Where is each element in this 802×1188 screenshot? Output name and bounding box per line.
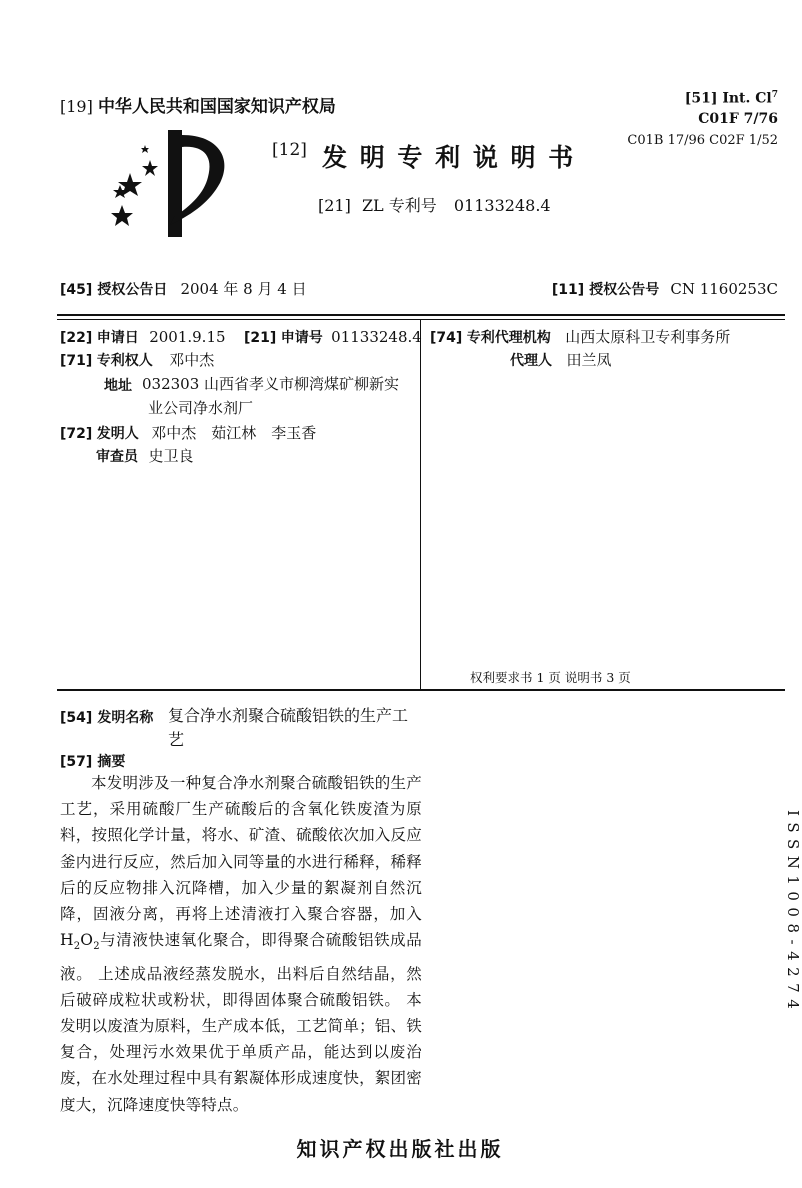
grant-date-label: 授权公告日: [97, 282, 168, 298]
inventor-names: 邓中杰 茹江林 李玉香: [151, 424, 317, 442]
divider-vertical: [420, 320, 421, 690]
app-label: 申请号: [280, 330, 323, 346]
int-cl-main: C01F 7/76: [698, 110, 778, 127]
inventor-line: [60, 423, 316, 444]
sipo-logo-icon: [100, 125, 240, 240]
grant-date-code: [45]: [60, 282, 93, 298]
abstract-label-line: [60, 751, 125, 771]
grant-number-label: 授权公告号: [589, 282, 660, 298]
publisher-footer: 知识产权出版社出版: [296, 1137, 504, 1161]
agency-code: [74]: [430, 330, 463, 346]
examiner-name: 史卫良: [148, 447, 194, 465]
agency-name: 山西太原科卫专利事务所: [565, 328, 731, 346]
zl-number: 01133248.4: [453, 196, 551, 215]
abstract-label: 摘要: [97, 754, 126, 770]
patentee-code: [71]: [60, 353, 93, 369]
inventor-code: [72]: [60, 426, 93, 442]
office-code: [19]: [60, 97, 93, 116]
divider-top-thin: [57, 319, 785, 320]
grant-number-code: [11]: [551, 282, 585, 298]
agency-label: 专利代理机构: [466, 330, 551, 346]
page-counts: 权利要求书 1 页 说明书 3 页: [470, 670, 631, 685]
patentee-name: 邓中杰: [169, 351, 215, 369]
divider-top: [57, 314, 785, 316]
patentee-line: [60, 350, 214, 371]
int-cl-label-line: [627, 90, 778, 107]
abstract-part-1: 本发明涉及一种复合净水剂聚合硫酸铝铁的生产工艺，采用硫酸厂生产硫酸后的含氧化铁废渣为原料，按照化学计量，将水、矿渣、硫酸依次加入反应釜内进行反应，然后加入同等量的水进行稀释，稀释后的反应物排入沉降槽，加入少量的絮凝剂自然沉降，固液分离，再将上述清液打入聚合容器，加入: [60, 774, 422, 924]
office-line: [60, 92, 336, 117]
h2o2-formula: [60, 931, 100, 953]
zl-label: ZL 专利号: [361, 196, 437, 215]
formula-sub-2: 2: [93, 941, 100, 953]
divider-bottom: [57, 689, 785, 691]
office-name: 中华人民共和国国家知识产权局: [97, 97, 336, 117]
address-line-1: 032303 山西省孝义市柳湾煤矿柳新实: [142, 375, 400, 393]
patentee-label: 专利权人: [96, 353, 153, 369]
formula-o: O: [80, 931, 94, 950]
filing-line: [60, 327, 422, 348]
zl-code: [21]: [318, 196, 351, 215]
invention-title-line-2: 艺: [168, 730, 185, 749]
grant-date-line: [60, 279, 307, 299]
title-label: 发明名称: [97, 710, 154, 726]
formula-sub-1: 2: [73, 941, 81, 953]
app-code: [21]: [243, 330, 277, 346]
title-code: [54]: [60, 710, 93, 726]
examiner-line: [96, 446, 193, 467]
int-cl-block: [627, 90, 778, 148]
address-block: [142, 372, 399, 420]
invention-title: [168, 704, 408, 752]
doc-type-title: 发 明 专 利 说 明 书: [322, 143, 576, 172]
doc-type-line: [272, 140, 307, 160]
zl-line: [318, 193, 551, 216]
agent-name: 田兰凤: [566, 351, 612, 369]
abstract-code: [57]: [60, 754, 93, 770]
address-label: 地址: [104, 378, 132, 394]
examiner-label: 审查员: [96, 449, 138, 465]
filing-label: 申请日: [96, 330, 139, 346]
int-cl-secondary: C01B 17/96 C02F 1/52: [627, 132, 778, 148]
agent-label: 代理人: [510, 353, 552, 369]
doc-type-code: [12]: [272, 140, 307, 160]
title-label-line: [60, 707, 153, 727]
address-line-2: 业公司净水剂厂: [148, 399, 254, 417]
grant-number-line: [552, 279, 778, 299]
grant-date-value: 2004 年 8 月 4 日: [180, 280, 307, 298]
grant-number-value: CN 1160253C: [670, 280, 778, 298]
app-number: 01133248.4: [331, 328, 422, 346]
abstract-part-2: 与清液快速氧化聚合，即得聚合硫酸铝铁成品液。 上述成品液经蒸发脱水，出料后自然结晶，然后破碎成粒状或粉状，即得固体聚合硫酸铝铁。 本发明以废渣为原料，生产成本低，工艺简单；铝、铁复合，处理污水效果优于单质产品，能达到以废治废，在水处理过程中具有絮凝体形成速度快，絮团密度大，沉降速度快等特点。: [60, 931, 422, 1114]
formula-h: H: [60, 931, 74, 950]
filing-code: [22]: [60, 330, 93, 346]
int-cl-sup: 7: [771, 90, 778, 100]
abstract-body: [60, 770, 422, 1118]
agency-line: [430, 327, 730, 348]
agent-line: [510, 350, 611, 371]
filing-date: 2001.9.15: [149, 328, 226, 346]
int-cl-label: [51] Int. Cl: [684, 90, 772, 107]
issn-number: ISSN1008-4274: [784, 810, 802, 1016]
invention-title-line-1: 复合净水剂聚合硫酸铝铁的生产工: [168, 706, 409, 725]
inventor-label: 发明人: [96, 426, 139, 442]
